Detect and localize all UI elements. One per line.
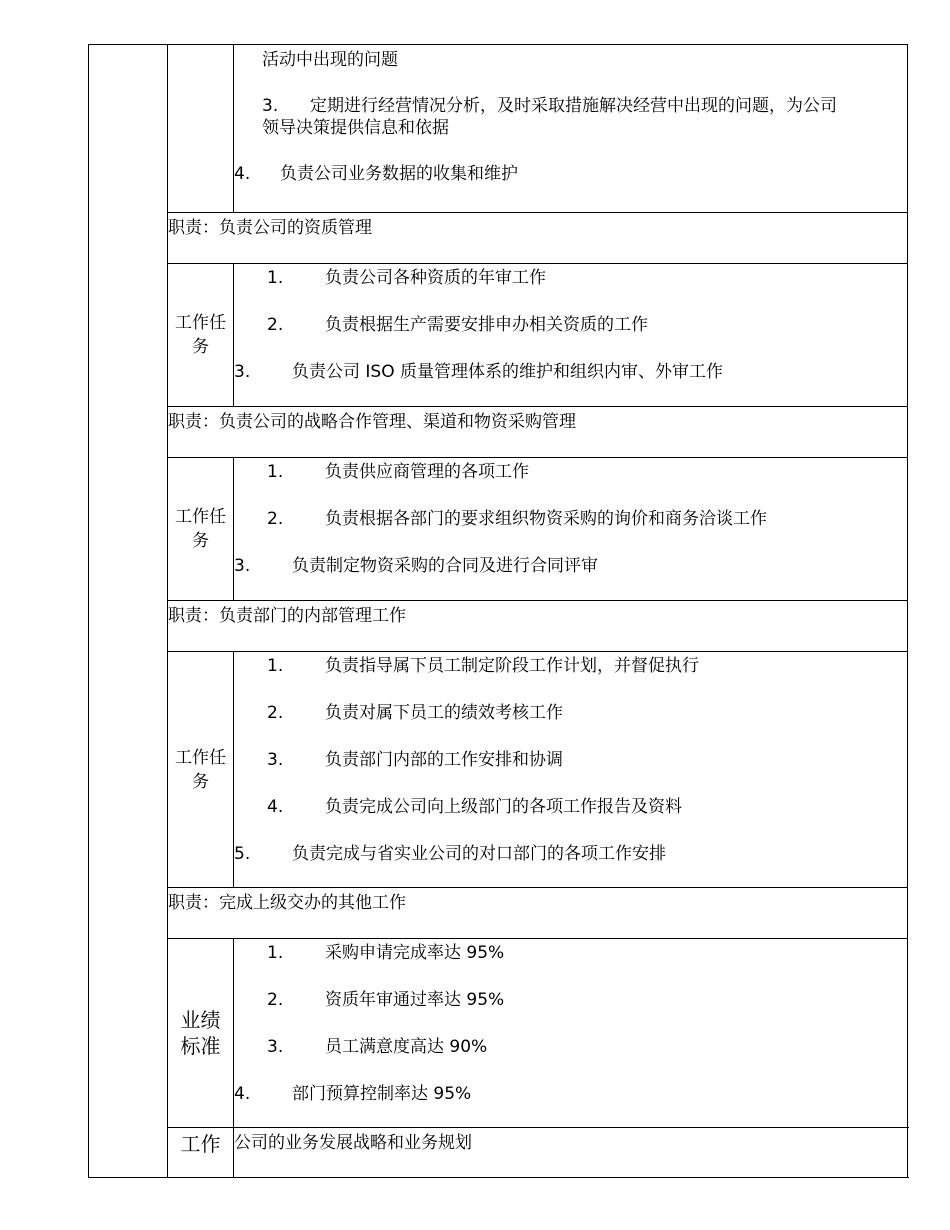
item-number: 4. (234, 1084, 251, 1104)
tasks-row (89, 458, 908, 601)
performance-item (234, 942, 907, 964)
task-text: 定期进行经营情况分析，及时采取措施解决经营中出现的问题，为公司 (310, 96, 837, 116)
task-label (168, 264, 234, 407)
tasks-row (89, 264, 908, 407)
performance-label (168, 939, 234, 1128)
task-text: 负责对属下员工的绩效考核工作 (325, 703, 563, 723)
task-line (234, 314, 907, 336)
task-text: 负责供应商管理的各项工作 (325, 462, 529, 482)
task-line: 活动中出现的问题 (262, 50, 398, 70)
task-label (168, 458, 234, 601)
performance-label-line: 业绩 (180, 1008, 221, 1032)
task-text: 负责制定物资采购的合同及进行合同评审 (292, 556, 598, 576)
work-text: 公司的业务发展战略和业务规划 (234, 1128, 908, 1178)
task-line: 领导决策提供信息和依据 (262, 118, 449, 138)
task-line (234, 361, 907, 383)
task-text: 负责完成与省实业公司的对口部门的各项工作安排 (292, 844, 666, 864)
duty-row (89, 888, 908, 939)
task-line (262, 95, 907, 117)
task-line (234, 702, 907, 724)
item-number: 1. (267, 943, 284, 963)
task-number: 2. (267, 315, 284, 335)
tasks-cell (234, 458, 908, 601)
task-text: 负责完成公司向上级部门的各项工作报告及资料 (325, 797, 682, 817)
duty-text: 职责：负责公司的资质管理 (168, 213, 908, 264)
continued-tasks-cell (234, 45, 908, 213)
item-number: 2. (267, 990, 284, 1010)
item-text: 采购申请完成率达 95% (325, 943, 505, 963)
task-text: 负责公司各种资质的年审工作 (325, 268, 546, 288)
performance-label-line: 标准 (180, 1034, 221, 1058)
tasks-cell (234, 264, 908, 407)
duty-row (89, 213, 908, 264)
task-number: 4. (234, 164, 251, 184)
task-label (168, 652, 234, 888)
duty-row (89, 601, 908, 652)
task-line (234, 655, 907, 677)
task-number: 1. (267, 268, 284, 288)
item-number: 3. (267, 1037, 284, 1057)
task-line (234, 163, 907, 185)
performance-row (89, 939, 908, 1128)
task-number: 1. (267, 656, 284, 676)
task-line (234, 796, 907, 818)
task-number: 1. (267, 462, 284, 482)
item-text: 部门预算控制率达 95% (292, 1084, 472, 1104)
task-number: 4. (267, 797, 284, 817)
task-line (234, 749, 907, 771)
item-text: 资质年审通过率达 95% (325, 990, 505, 1010)
task-label-text: 工作任务 (175, 507, 226, 551)
left-label-cell (89, 45, 168, 1178)
task-line (234, 461, 907, 483)
tasks-row (89, 652, 908, 888)
task-line (234, 508, 907, 530)
task-number: 2. (267, 703, 284, 723)
task-text: 负责公司业务数据的收集和维护 (280, 164, 518, 184)
duty-text: 职责：负责公司的战略合作管理、渠道和物资采购管理 (168, 407, 908, 458)
task-label-text: 工作任务 (175, 747, 226, 792)
performance-item (234, 1036, 907, 1058)
duty-text: 职责：负责部门的内部管理工作 (168, 601, 908, 652)
task-text: 负责根据各部门的要求组织物资采购的询价和商务洽谈工作 (325, 509, 767, 529)
duty-text: 职责：完成上级交办的其他工作 (168, 888, 908, 939)
continued-tasks-row (89, 45, 908, 213)
task-line (234, 267, 907, 289)
task-text: 负责根据生产需要安排申办相关资质的工作 (325, 315, 648, 335)
job-description-table (88, 44, 908, 1178)
task-number: 2. (267, 509, 284, 529)
task-line (234, 843, 907, 865)
tasks-cell (234, 652, 908, 888)
performance-item (234, 1083, 907, 1105)
task-number: 3. (234, 362, 251, 382)
work-label: 工作 (168, 1128, 234, 1178)
task-line (234, 555, 907, 577)
performance-item (234, 989, 907, 1011)
task-text: 负责公司 ISO 质量管理体系的维护和组织内审、外审工作 (292, 362, 723, 382)
duty-row (89, 407, 908, 458)
task-number: 3. (234, 556, 251, 576)
item-text: 员工满意度高达 90% (325, 1037, 488, 1057)
task-number: 3. (262, 96, 279, 116)
task-number: 3. (267, 750, 284, 770)
work-row (89, 1128, 908, 1178)
task-label-cell-empty (168, 45, 234, 213)
task-number: 5. (234, 844, 251, 864)
performance-cell (234, 939, 908, 1128)
task-text: 负责指导属下员工制定阶段工作计划，并督促执行 (325, 656, 699, 676)
task-text: 负责部门内部的工作安排和协调 (325, 750, 563, 770)
task-label-text: 工作任务 (175, 313, 226, 357)
